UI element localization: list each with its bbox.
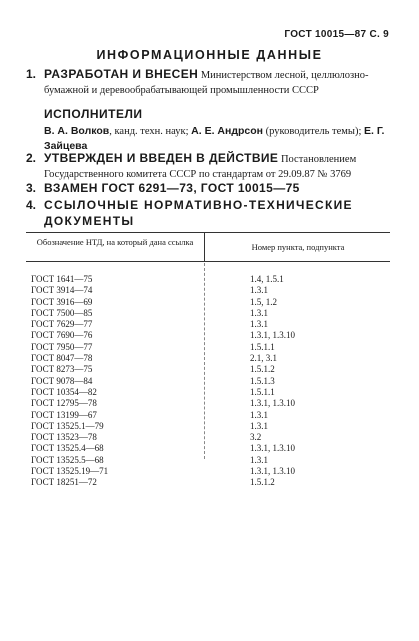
table-row — [26, 410, 390, 421]
author-name: Е. Г. Зайцева — [44, 125, 385, 152]
table-cell-reference: 1.4, 1.5.1 — [250, 274, 284, 284]
page-header: ГОСТ 10015—87 С. 9 — [284, 29, 389, 40]
table-cell-reference: 1.5.1.1 — [250, 386, 275, 397]
table-cell-document: ГОСТ 13525.19—71 — [31, 466, 109, 477]
table-cell-reference: 1.3.1, 1.3.10 — [250, 443, 295, 454]
section-number: 2. — [26, 151, 37, 165]
table-cell-reference: 1.3.1 — [250, 307, 268, 318]
table-row — [26, 308, 390, 319]
table-cell-document: ГОСТ 10354—82 — [31, 386, 97, 397]
page-title: ИНФОРМАЦИОННЫЕ ДАННЫЕ — [96, 48, 323, 62]
table-header-border — [26, 261, 390, 262]
section-1 — [26, 67, 392, 98]
table-row — [26, 477, 390, 488]
table-row — [26, 297, 390, 308]
executors-heading: ИСПОЛНИТЕЛИ — [44, 107, 143, 121]
table-cell-reference: 1.5.1.1 — [250, 341, 275, 352]
table-row — [26, 364, 390, 375]
executors-list — [44, 124, 394, 154]
table-row — [26, 455, 390, 466]
table-row — [26, 376, 390, 387]
table-row — [26, 387, 390, 398]
table-header-document: Обозначение НТД, на который дана ссылка — [36, 237, 194, 247]
table-cell-reference: 2.1, 3.1 — [250, 353, 277, 364]
table-cell-document: ГОСТ 13525.1—79 — [31, 420, 104, 431]
section-text: Министерством лесной, целлюлозно-бумажной и деревообрабатывающей промышленности СССР — [44, 70, 369, 96]
table-body — [26, 274, 390, 489]
references-table — [26, 232, 390, 488]
table-column-divider — [204, 232, 205, 261]
table-row — [26, 432, 390, 443]
section-2 — [26, 151, 392, 182]
table-cell-document: ГОСТ 3914—74 — [31, 285, 93, 296]
section-3 — [26, 181, 392, 197]
section-number: 3. — [26, 181, 37, 195]
table-cell-document: ГОСТ 7500—85 — [31, 307, 93, 318]
table-cell-reference: 1.3.1, 1.3.10 — [250, 398, 295, 409]
table-row — [26, 319, 390, 330]
section-heading: ВЗАМЕН ГОСТ 6291—73, ГОСТ 10015—75 — [44, 181, 300, 195]
table-cell-document: ГОСТ 1641—75 — [31, 274, 93, 284]
table-row — [26, 342, 390, 353]
author-info: (руководитель темы); — [263, 126, 365, 137]
table-cell-document: ГОСТ 13525.4—68 — [31, 443, 104, 454]
table-header-reference: Номер пункта, подпункта — [251, 242, 345, 252]
table-cell-reference: 1.3.1 — [250, 409, 268, 420]
table-cell-document: ГОСТ 7629—77 — [31, 319, 93, 330]
table-row — [26, 421, 390, 432]
table-cell-reference: 1.3.1 — [250, 285, 268, 296]
table-row — [26, 285, 390, 296]
section-heading: ССЫЛОЧНЫЕ НОРМАТИВНО-ТЕХНИЧЕСКИЕ ДОКУМЕНТЫ — [44, 198, 353, 228]
table-cell-reference: 1.3.1 — [250, 420, 268, 431]
table-cell-document: ГОСТ 13523—78 — [31, 432, 97, 443]
table-cell-document: ГОСТ 3916—69 — [31, 296, 93, 307]
table-cell-reference: 1.3.1, 1.3.10 — [250, 330, 295, 341]
author-info: , канд. техн. наук; — [109, 126, 192, 137]
table-cell-reference: 1.5.1.2 — [250, 477, 275, 488]
table-top-border — [26, 232, 390, 233]
table-cell-reference: 1.5.1.3 — [250, 375, 275, 386]
table-row — [26, 466, 390, 477]
table-cell-document: ГОСТ 12795—78 — [31, 398, 97, 409]
table-cell-reference: 3.2 — [250, 432, 262, 443]
section-number: 1. — [26, 67, 37, 81]
section-heading: РАЗРАБОТАН И ВНЕСЕН — [44, 67, 199, 81]
table-cell-document: ГОСТ 7950—77 — [31, 341, 93, 352]
table-row — [26, 274, 390, 285]
table-row — [26, 353, 390, 364]
table-cell-reference: 1.3.1 — [250, 319, 268, 330]
section-heading: УТВЕРЖДЕН И ВВЕДЕН В ДЕЙСТВИЕ — [44, 151, 279, 165]
table-cell-document: ГОСТ 9078—84 — [31, 375, 93, 386]
section-number: 4. — [26, 198, 37, 212]
table-cell-reference: 1.5.1.2 — [250, 364, 275, 375]
table-row — [26, 330, 390, 341]
author-name: А. Е. Андрсон — [191, 125, 264, 137]
section-text: Постановлением Государственного комитета СССР по стандартам от 29.09.87 № 3769 — [44, 154, 357, 180]
table-cell-document: ГОСТ 8273—75 — [31, 364, 93, 375]
table-row — [26, 443, 390, 454]
table-cell-document: ГОСТ 8047—78 — [31, 353, 93, 364]
table-cell-reference: 1.3.1 — [250, 454, 268, 465]
section-4 — [26, 198, 392, 230]
table-cell-document: ГОСТ 7690—76 — [31, 330, 93, 341]
table-cell-document: ГОСТ 13199—67 — [31, 409, 97, 420]
author-name: В. А. Волков — [44, 125, 110, 137]
table-cell-document: ГОСТ 13525.5—68 — [31, 454, 104, 465]
table-cell-document: ГОСТ 18251—72 — [31, 477, 97, 488]
table-row — [26, 398, 390, 409]
table-cell-reference: 1.5, 1.2 — [250, 296, 277, 307]
table-cell-reference: 1.3.1, 1.3.10 — [250, 466, 295, 477]
